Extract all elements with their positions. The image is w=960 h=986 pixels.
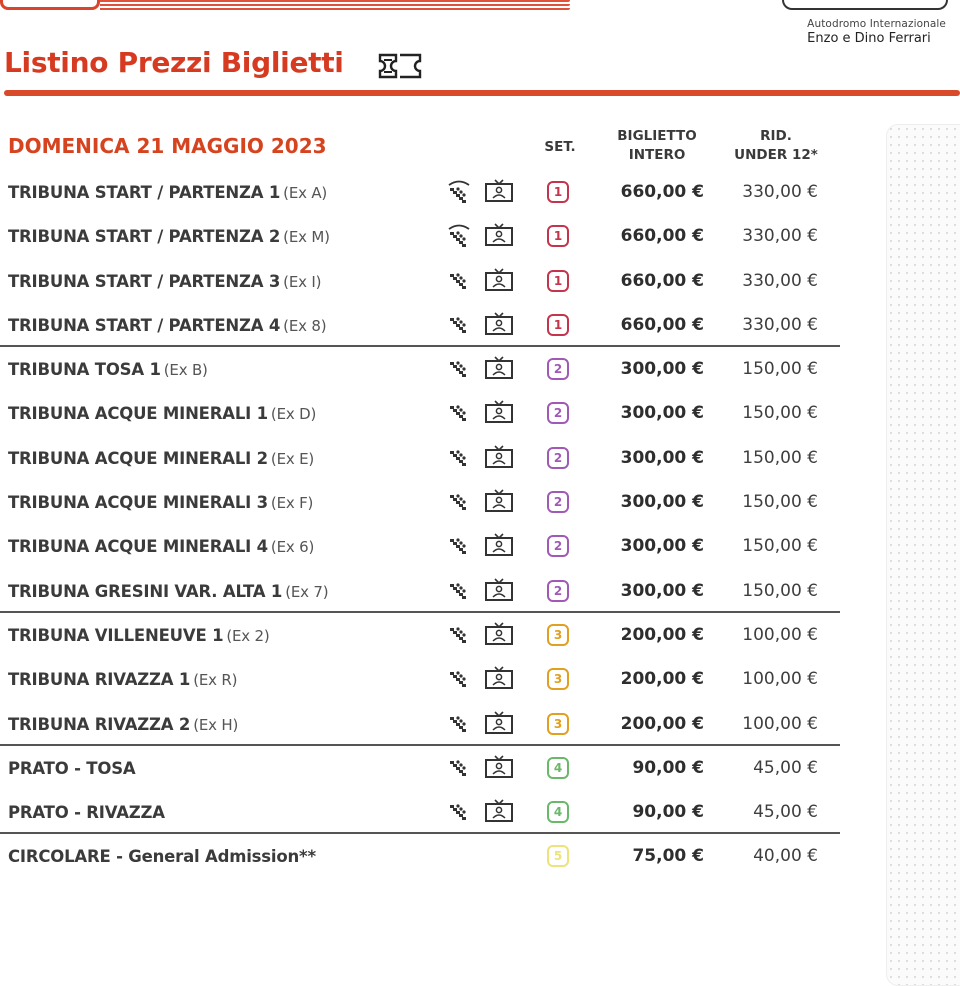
col-header-sector: SET. [544,139,576,155]
full-price: 90,00 € [632,802,704,823]
reduced-price: 150,00 € [742,447,818,468]
col-header-reduced-line1: RID. [760,128,792,144]
reduced-price: 100,00 € [742,713,818,734]
maxi-screen-icon [484,666,514,690]
sector-badge: 2 [547,402,569,424]
table-row [0,259,840,303]
stand-old-code: (Ex R) [193,671,238,690]
ticket-icon [376,52,424,80]
reduced-price: 150,00 € [742,359,818,380]
sector-badge: 4 [547,801,569,823]
full-price: 200,00 € [620,713,704,734]
stand-old-code: (Ex E) [270,449,315,468]
col-header-full-line1: BIGLIETTO [617,128,697,144]
grandstand-icon [446,577,472,603]
sector-badge: 4 [547,757,569,779]
stand-old-code: (Ex A) [283,184,328,202]
maxi-screen-icon [484,400,514,424]
full-price: 300,00 € [620,359,704,380]
maxi-screen-icon [484,799,514,823]
reduced-price: 150,00 € [742,536,818,557]
covered-grandstand-icon [446,178,472,204]
table-row [0,214,840,258]
maxi-screen-icon [484,445,514,469]
venue-name-line2: Enzo e Dino Ferrari [807,31,931,46]
table-row [0,170,840,214]
title-divider [4,90,960,96]
sector-badge: 1 [547,270,569,292]
reduced-price: 330,00 € [742,270,818,291]
table-row [0,613,840,657]
price-table [0,170,840,879]
decorative-stripes [100,0,570,14]
stand-old-code: (Ex F) [270,494,314,513]
sector-badge: 2 [547,358,569,380]
stand-name [8,493,313,512]
stand-old-code: (Ex 2) [226,626,270,645]
sector-badge: 2 [547,580,569,602]
stand-name [8,803,165,822]
maxi-screen-icon [484,533,514,557]
grandstand-icon [446,399,472,425]
maxi-screen-icon [484,268,514,292]
event-date: DOMENICA 21 MAGGIO 2023 [8,134,327,158]
grandstand-icon [446,488,472,514]
stand-old-code: (Ex 7) [285,582,329,601]
table-row [0,347,840,391]
full-price: 200,00 € [620,669,704,690]
maxi-screen-icon [484,755,514,779]
stand-name-text: TRIBUNA RIVAZZA 2 [8,714,191,734]
stand-name [8,183,327,202]
reduced-price: 150,00 € [742,492,818,513]
stand-old-code: (Ex D) [270,405,317,424]
maxi-screen-icon [484,179,514,203]
sector-badge: 5 [547,845,569,867]
stand-name [8,449,314,468]
stand-name-text: TRIBUNA ACQUE MINERALI 1 [8,404,268,424]
side-panel [886,124,960,986]
table-row [0,834,840,878]
stand-name [8,537,314,556]
maxi-screen-icon [484,578,514,602]
table-row [0,746,840,790]
reduced-price: 45,00 € [753,757,818,778]
stand-name-text: PRATO - RIVAZZA [8,803,165,823]
stand-name-text: TRIBUNA START / PARTENZA 4 [8,315,281,335]
reduced-price: 150,00 € [742,580,818,601]
col-header-reduced-line2: UNDER 12* [734,147,818,163]
grandstand-icon [446,798,472,824]
full-price: 300,00 € [620,447,704,468]
maxi-screen-icon [484,622,514,646]
stand-name-text: TRIBUNA RIVAZZA 1 [8,670,191,690]
col-header-reduced-price [716,127,836,165]
full-price: 660,00 € [620,270,704,291]
sector-badge: 2 [547,447,569,469]
table-row [0,524,840,568]
maxi-screen-icon [484,223,514,247]
stand-name [8,404,316,423]
col-header-full-price [598,127,716,165]
event-logo-fragment [0,0,100,10]
sector-badge: 2 [547,535,569,557]
stand-old-code: (Ex B) [163,361,208,380]
table-row [0,790,840,834]
reduced-price: 100,00 € [742,669,818,690]
stand-name-text: CIRCOLARE - General Admission** [8,847,316,867]
stand-name-text: TRIBUNA TOSA 1 [8,360,161,380]
sector-badge: 3 [547,713,569,735]
sector-badge: 3 [547,668,569,690]
grandstand-icon [446,311,472,337]
covered-grandstand-icon [446,222,472,248]
stand-name [8,759,135,778]
page-title: Listino Prezzi Biglietti [4,46,344,79]
table-row [0,569,840,613]
full-price: 90,00 € [632,757,704,778]
maxi-screen-icon [484,356,514,380]
stand-name [8,316,326,335]
reduced-price: 330,00 € [742,314,818,335]
sector-badge: 2 [547,491,569,513]
grandstand-icon [446,710,472,736]
full-price: 200,00 € [620,624,704,645]
stand-name [8,715,238,734]
stand-name-text: TRIBUNA VILLENEUVE 1 [8,625,224,645]
stand-old-code: (Ex 8) [283,316,327,335]
stand-name [8,670,237,689]
maxi-screen-icon [484,711,514,735]
stand-name [8,227,330,246]
stand-name [8,272,321,291]
table-row [0,303,840,347]
stand-name-text: TRIBUNA ACQUE MINERALI 4 [8,537,268,557]
full-price: 75,00 € [632,846,704,867]
grandstand-icon [446,754,472,780]
table-row [0,702,840,746]
reduced-price: 150,00 € [742,403,818,424]
table-row [0,436,840,480]
full-price: 660,00 € [620,226,704,247]
col-header-full-line2: INTERO [628,147,686,163]
venue-logo-frame [782,0,948,10]
reduced-price: 45,00 € [753,802,818,823]
stand-name-text: TRIBUNA ACQUE MINERALI 2 [8,448,268,468]
stand-name-text: PRATO - TOSA [8,758,136,778]
stand-name-text: TRIBUNA START / PARTENZA 3 [8,271,281,291]
stand-name-text: TRIBUNA START / PARTENZA 1 [8,183,281,202]
table-row [0,657,840,701]
reduced-price: 330,00 € [742,182,818,202]
table-row [0,391,840,435]
stand-name [8,626,270,645]
stand-name-text: TRIBUNA ACQUE MINERALI 3 [8,493,268,513]
stand-name [8,847,316,866]
maxi-screen-icon [484,312,514,336]
stand-old-code: (Ex I) [283,272,322,291]
sector-badge: 3 [547,624,569,646]
venue-name-line1: Autodromo Internazionale [807,18,946,30]
full-price: 300,00 € [620,580,704,601]
reduced-price: 100,00 € [742,624,818,645]
maxi-screen-icon [484,489,514,513]
grandstand-icon [446,665,472,691]
full-price: 300,00 € [620,536,704,557]
grandstand-icon [446,355,472,381]
sector-badge: 1 [547,314,569,336]
grandstand-icon [446,444,472,470]
sector-badge: 1 [547,225,569,247]
grandstand-icon [446,267,472,293]
reduced-price: 330,00 € [742,226,818,247]
full-price: 660,00 € [620,314,704,335]
full-price: 300,00 € [620,403,704,424]
sector-badge: 1 [547,181,569,203]
stand-old-code: (Ex 6) [270,538,315,557]
stand-name-text: TRIBUNA GRESINI VAR. ALTA 1 [8,581,283,601]
stand-name-text: TRIBUNA START / PARTENZA 2 [8,227,281,247]
grandstand-icon [446,532,472,558]
stand-old-code: (Ex H) [193,715,239,734]
table-row [0,480,840,524]
stand-name [8,360,208,379]
full-price: 660,00 € [620,182,704,202]
grandstand-icon [446,621,472,647]
reduced-price: 40,00 € [753,846,818,867]
venue-name [807,18,946,46]
full-price: 300,00 € [620,492,704,513]
stand-name [8,582,328,601]
stand-old-code: (Ex M) [283,228,330,247]
